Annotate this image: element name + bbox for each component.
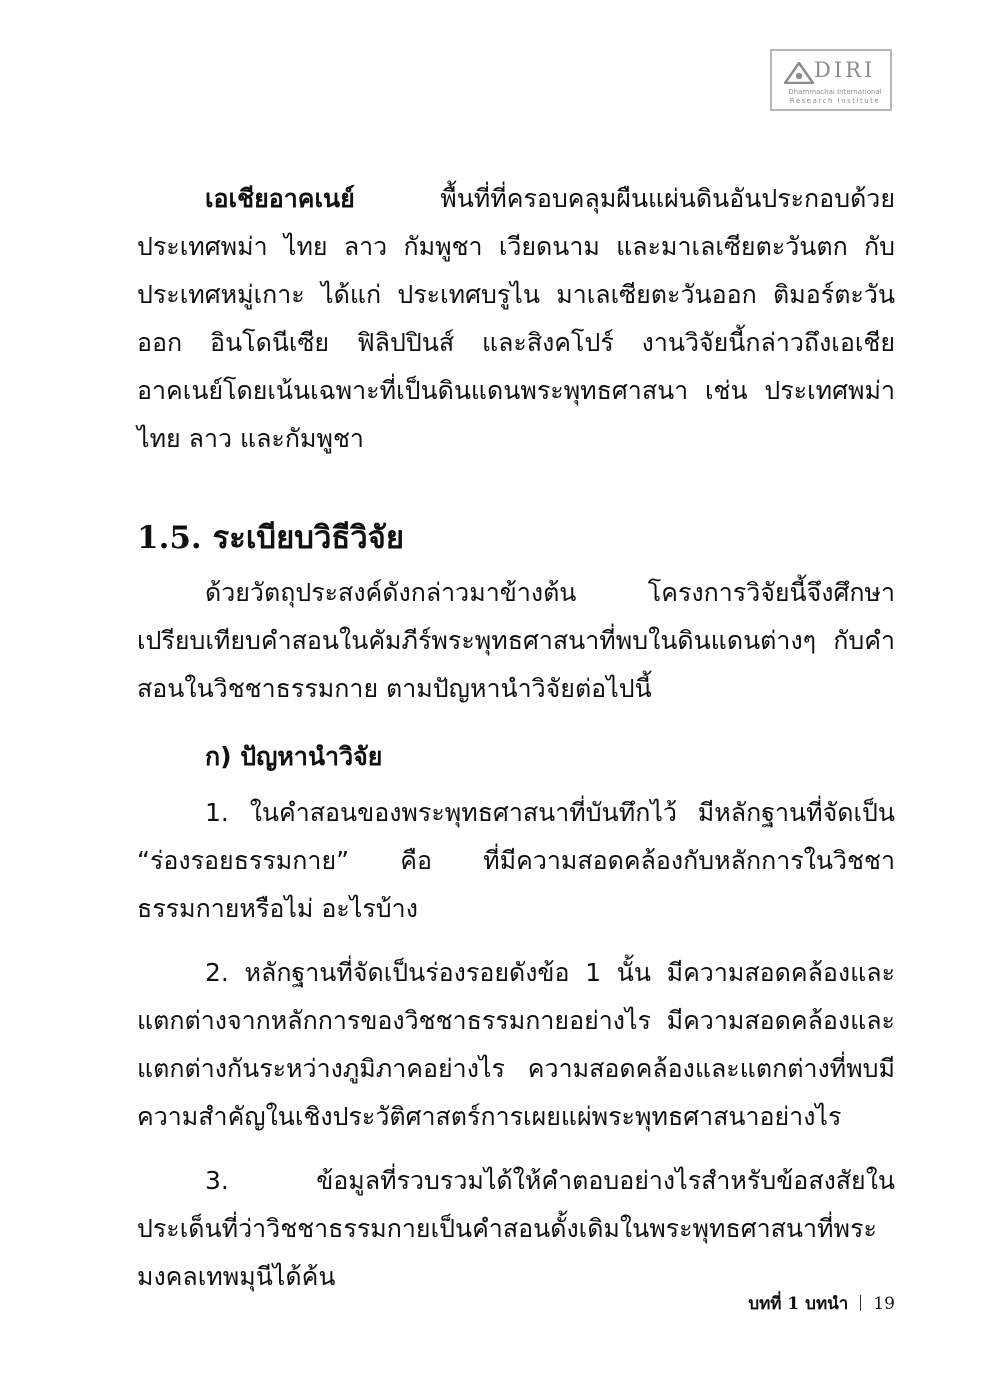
page-body xyxy=(137,175,895,1301)
section-number: 1.5. xyxy=(137,520,202,556)
intro-text: พื้นที่ที่ครอบคลุมผืนแผ่นดินอันประกอบด้วยประเทศพม่า ไทย ลาว กัมพูชา เวียดนาม และมาเลเซียตะวันตก กับประเทศหมู่เกาะ ได้แก่ ประเทศบรูไน มาเลเซียตะวันออก ติมอร์ตะวันออก อินโดนีเซีย ฟิลิปปินส์ และสิงคโปร์ งานวิจัยนี้กล่าวถึงเอเชียอาคเนย์โดยเน้นเฉพาะที่เป็นดินแดนพระพุทธศาสนา เช่น ประเทศพม่า ไทย ลาว และกัมพูชา xyxy=(137,184,895,453)
footer-chapter: บทที่ 1 บทนำ xyxy=(748,1294,849,1314)
section-heading xyxy=(137,511,895,565)
diri-logo xyxy=(770,49,892,111)
section-title: ระเบียบวิธีวิจัย xyxy=(212,520,405,556)
logo-subtitle-line1: Dhammachai International xyxy=(788,88,882,96)
logo-wordmark: DIRI xyxy=(814,58,876,82)
logo-subtitle-line2: Research Institute xyxy=(789,97,881,105)
section-paragraph: ด้วยวัตถุประสงค์ดังกล่าวมาข้างต้น โครงการวิจัยนี้จึงศึกษาเปรียบเทียบคำสอนในคัมภีร์พระพุทธศาสนาที่พบในดินแดนต่างๆ กับคำสอนในวิชชาธรรมกาย ตามปัญหานำวิจัยต่อไปนี้ xyxy=(137,578,895,703)
dhammachai-emblem-icon xyxy=(784,62,814,84)
page-number: 19 xyxy=(873,1294,895,1314)
research-question-2: 2. หลักฐานที่จัดเป็นร่องรอยดังข้อ 1 นั้น มีความสอดคล้องและแตกต่างจากหลักการของวิชชาธรรมกายอย่างไร มีความสอดคล้องและแตกต่างกันระหว่างภูมิภาคอย่างไร ความสอดคล้องและแตกต่างที่พบมีความสำคัญในเชิงประวัติศาสตร์การเผยแผ่พระพุทธศาสนาอย่างไร xyxy=(137,958,895,1131)
research-question-3: 3. ข้อมูลที่รวบรวมได้ให้คำตอบอย่างไรสำหรับข้อสงสัยในประเด็นที่ว่าวิชชาธรรมกายเป็นคำสอนดั้งเดิมในพระพุทธศาสนาที่พระมงคลเทพมุนีได้ค้น xyxy=(137,1166,895,1291)
footer-separator xyxy=(860,1295,861,1311)
intro-term: เอเชียอาคเนย์ xyxy=(205,184,355,213)
research-question-1: 1. ในคำสอนของพระพุทธศาสนาที่บันทึกไว้ มีหลักฐานที่จัดเป็น “ร่องรอยธรรมกาย” คือ ที่มีความสอดคล้องกับหลักการในวิชชาธรรมกายหรือไม่ อะไรบ้าง xyxy=(137,798,895,923)
page-footer xyxy=(748,1290,895,1317)
intro-paragraph xyxy=(137,175,895,463)
research-questions-heading: ก) ปัญหานำวิจัย xyxy=(205,742,383,771)
